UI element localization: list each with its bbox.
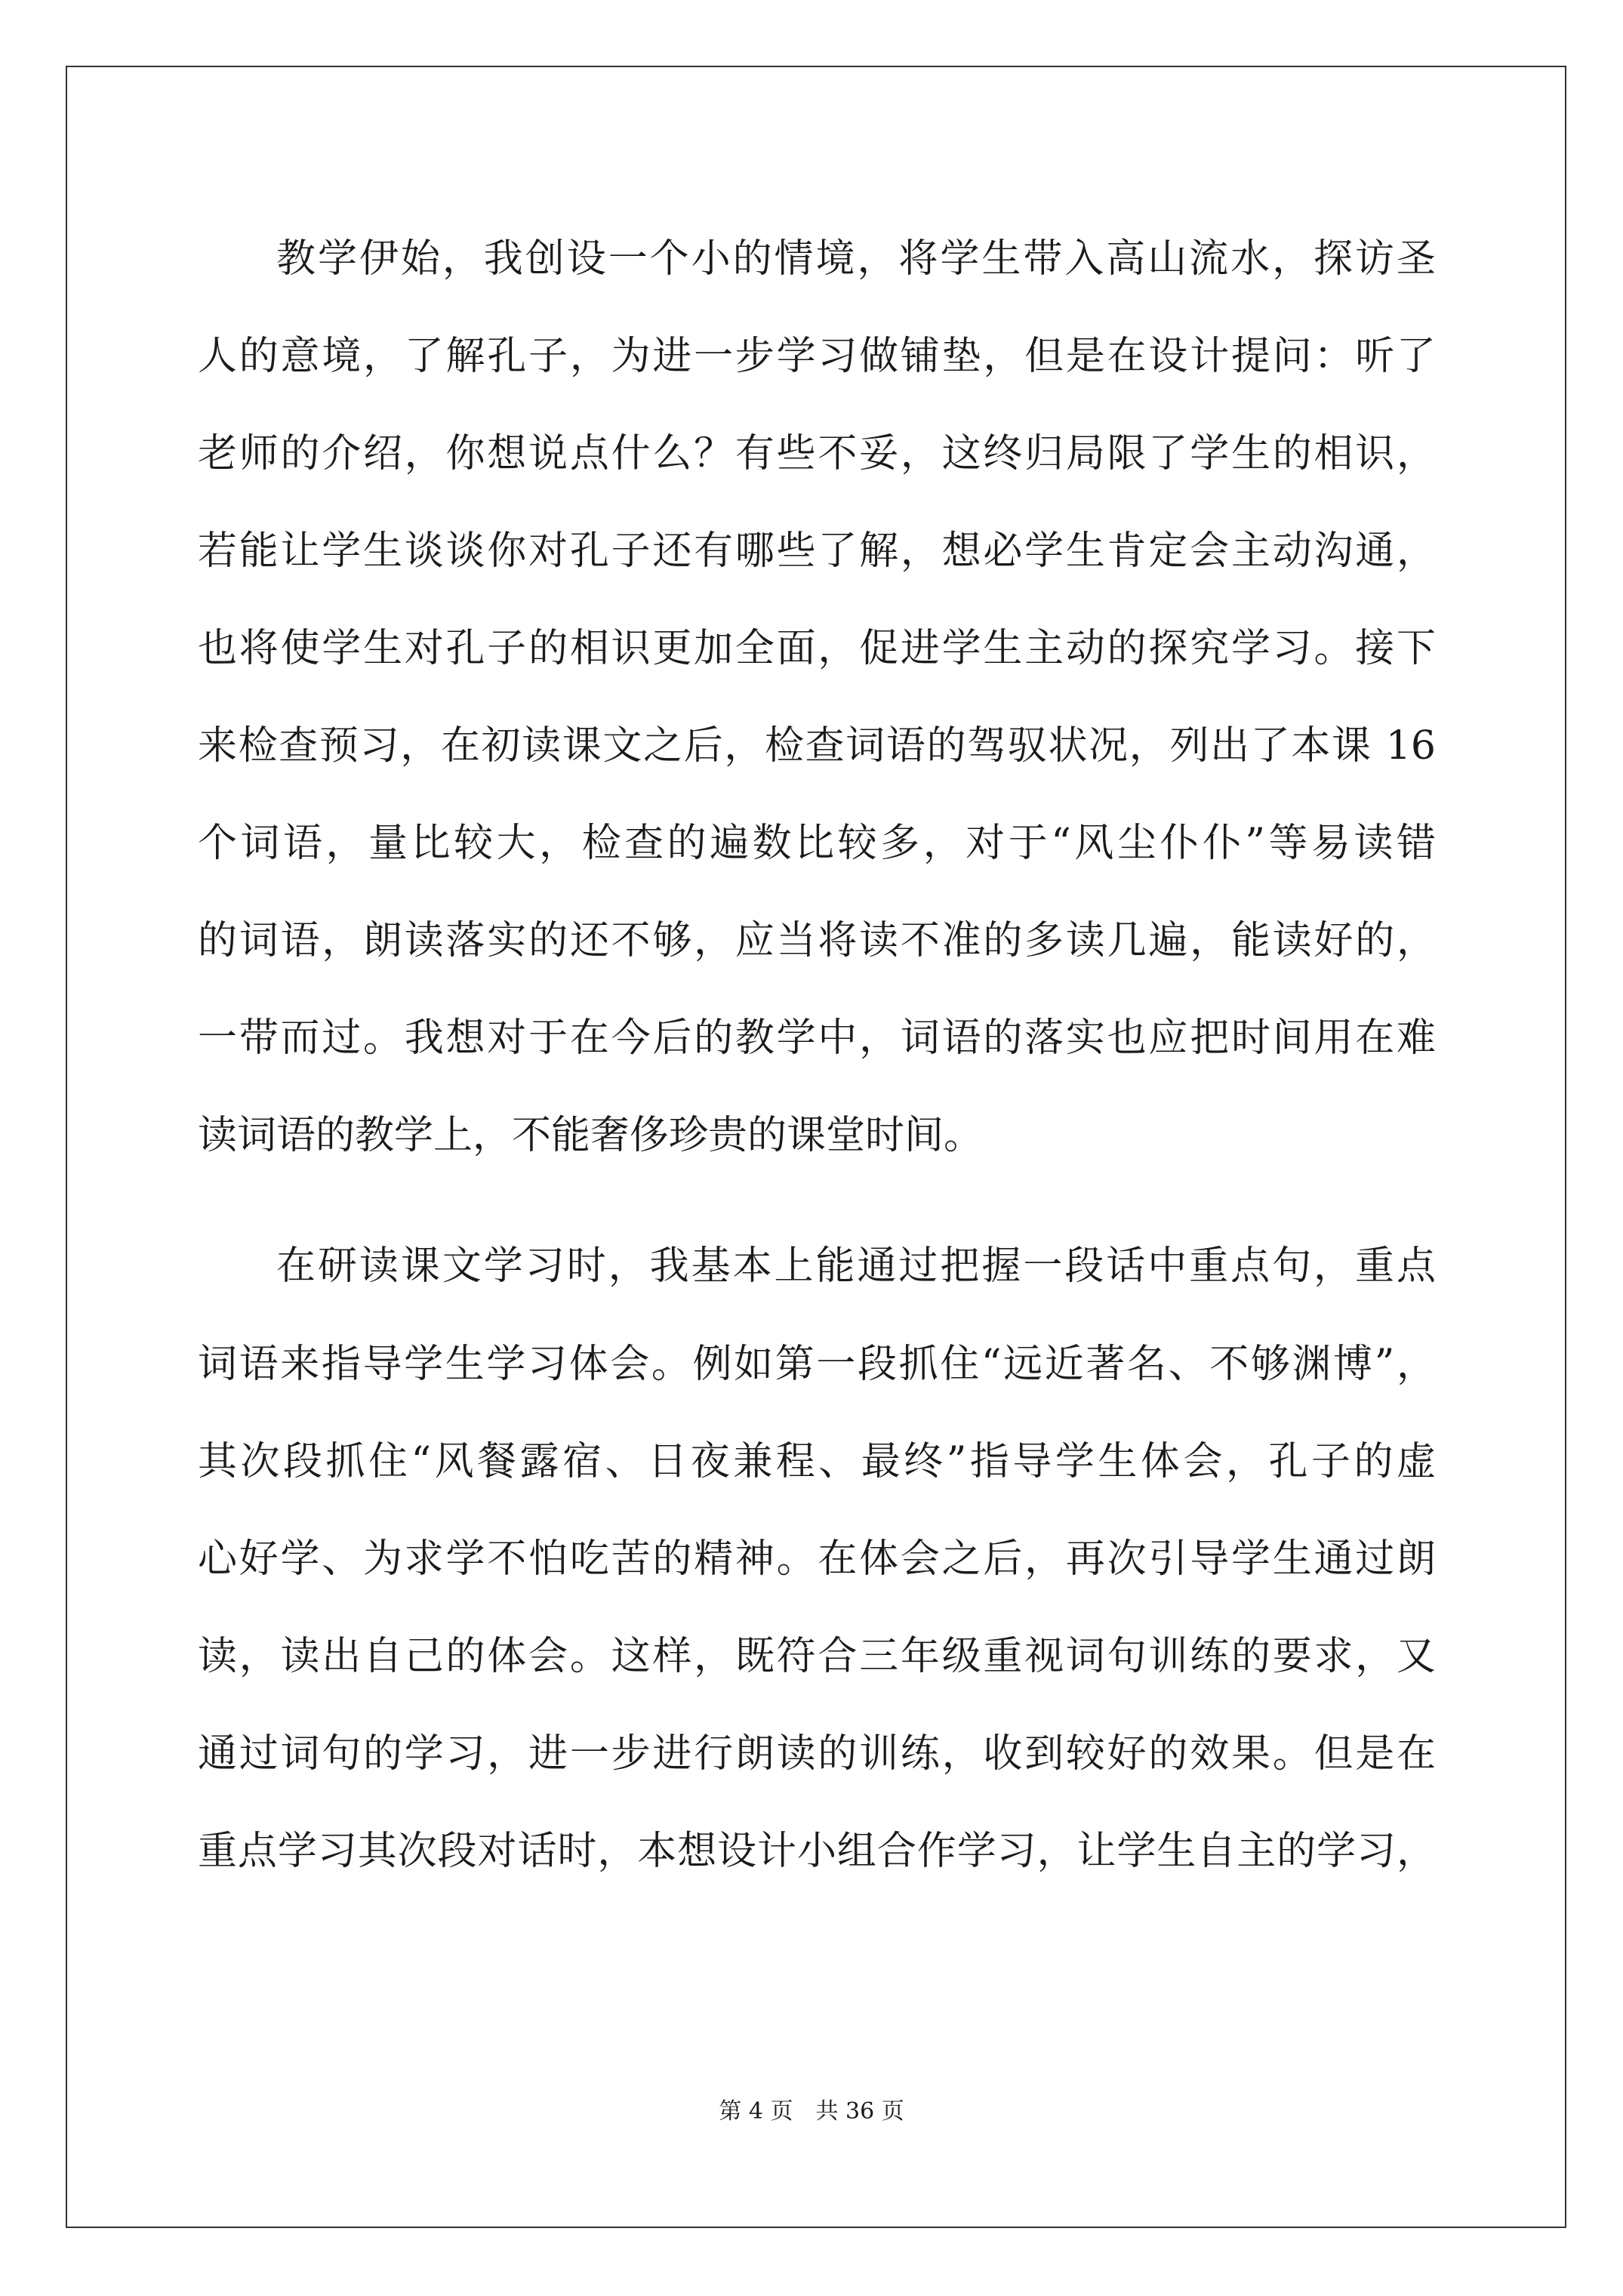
text-line: 词语来指导学生学习体会。例如第一段抓住“远近著名、不够渊博”， <box>198 1342 1436 1387</box>
text-line: 重点学习其次段对话时，本想设计小组合作学习，让学生自主的学习， <box>198 1829 1436 1874</box>
text-line: 其次段抓住“风餐露宿、日夜兼程、最终”指导学生体会，孔子的虚 <box>198 1439 1436 1484</box>
text-line: 的词语，朗读落实的还不够，应当将读不准的多读几遍，能读好的， <box>198 918 1436 963</box>
text-line: 个词语，量比较大，检查的遍数比较多，对于“风尘仆仆”等易读错 <box>198 821 1436 866</box>
text-line: 人的意境，了解孔子，为进一步学习做铺垫，但是在设计提问：听了 <box>198 334 1436 379</box>
text-line: 心好学、为求学不怕吃苦的精神。在体会之后，再次引导学生通过朗 <box>198 1536 1436 1582</box>
text-line: 读词语的教学上，不能奢侈珍贵的课堂时间。 <box>198 1113 984 1158</box>
text-line: 来检查预习，在初读课文之后，检查词语的驾驭状况，列出了本课 16 <box>198 723 1436 769</box>
text-line: 一带而过。我想对于在今后的教学中，词语的落实也应把时间用在难 <box>198 1015 1436 1061</box>
text-line: 教学伊始，我创设一个小的情境，将学生带入高山流水，探访圣 <box>276 236 1436 282</box>
text-line: 老师的介绍，你想说点什么？有些不妥，这终归局限了学生的相识， <box>198 431 1436 476</box>
text-line: 在研读课文学习时，我基本上能通过把握一段话中重点句，重点 <box>276 1244 1436 1289</box>
text-line: 也将使学生对孔子的相识更加全面，促进学生主动的探究学习。接下 <box>198 626 1436 671</box>
page-number: 第 4 页 共 36 页 <box>719 2098 904 2125</box>
text-line: 若能让学生谈谈你对孔子还有哪些了解，想必学生肯定会主动沟通， <box>198 529 1436 574</box>
text-line: 通过词句的学习，进一步进行朗读的训练，收到较好的效果。但是在 <box>198 1731 1436 1777</box>
text-line: 读，读出自己的体会。这样，既符合三年级重视词句训练的要求，又 <box>198 1634 1436 1679</box>
